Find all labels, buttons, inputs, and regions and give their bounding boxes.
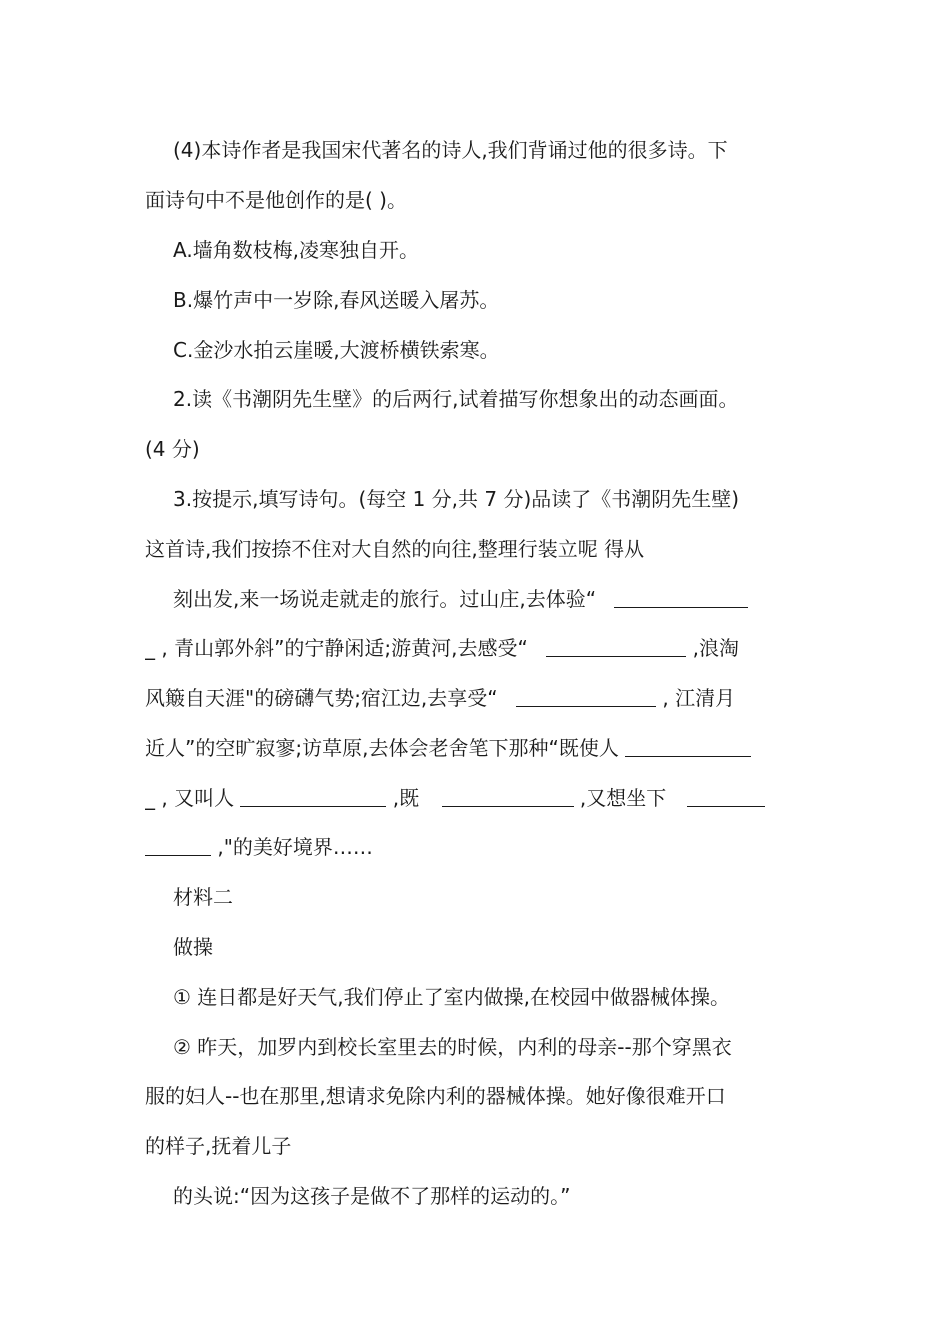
paragraph-2-line-1: ② 昨天，加罗内到校长室里去的时候，内利的母亲--那个穿黑衣	[173, 1035, 732, 1059]
question-3-line-4	[145, 633, 810, 663]
question-3-line-7	[145, 783, 810, 813]
fill-blank-3[interactable]	[516, 684, 656, 707]
q3-line7-c: ,又想坐下	[579, 786, 667, 810]
q3-line3-text: 刻出发,来一场说走就走的旅行。过山庄,去体验“	[173, 587, 597, 611]
q3-line6-a: 近人”的空旷寂寥;访草原,去体会老舍笔下那种“既使人	[145, 736, 619, 760]
fill-blank-5[interactable]	[240, 784, 386, 807]
material-heading: 材料二	[173, 885, 233, 909]
q3-line8-b: ,"的美好境界……	[217, 835, 373, 859]
paragraph-2-line-3: 的样子,抚着儿子	[145, 1134, 292, 1158]
question-3-line-2: 这首诗,我们按捺不住对大自然的向往,整理行装立呢 得从	[145, 537, 645, 561]
q3-line5-b: , 江清月	[662, 686, 736, 710]
question-4-line-1: (4)本诗作者是我国宋代著名的诗人,我们背诵过他的很多诗。下	[173, 138, 728, 162]
fill-blank-1[interactable]	[614, 585, 748, 608]
question-3-line-1: 3.按提示,填写诗句。(每空 1 分,共 7 分)品读了《书潮阴先生壁)	[173, 487, 740, 511]
paragraph-1: ① 连日都是好天气,我们停止了室内做操,在校园中做器械体操。	[173, 985, 731, 1009]
option-a: A.墙角数枝梅,凌寒独自开。	[173, 238, 420, 262]
q3-line7-b: ,既	[392, 786, 420, 810]
fill-blank-7[interactable]	[687, 784, 765, 807]
q3-line4-b: ,浪淘	[692, 636, 739, 660]
q3-line7-a: _ , 又叫人	[145, 786, 235, 810]
question-2-line-2: (4 分)	[145, 437, 200, 461]
fill-blank-2[interactable]	[546, 634, 686, 657]
question-4-line-2: 面诗句中不是他创作的是( )。	[145, 188, 407, 212]
fill-blank-4[interactable]	[625, 734, 751, 757]
question-3-line-8	[145, 832, 810, 862]
question-3-line-3	[173, 584, 810, 614]
paragraph-2-line-4: 的头说:“因为这孩子是做不了那样的运动的。”	[173, 1184, 571, 1208]
question-3-line-5	[145, 683, 810, 713]
question-2-line-1: 2.读《书潮阴先生壁》的后两行,试着描写你想象出的动态画面。	[173, 387, 739, 411]
option-b: B.爆竹声中一岁除,春风送暖入屠苏。	[173, 288, 500, 312]
q3-line4-a: _ , 青山郭外斜”的宁静闲适;游黄河,去感受“	[145, 636, 528, 660]
question-3-line-6	[145, 733, 810, 763]
fill-blank-7-continued[interactable]	[145, 833, 211, 856]
material-title: 做操	[173, 935, 213, 959]
option-c: C.金沙水拍云崖暖,大渡桥横铁索寒。	[173, 338, 500, 362]
fill-blank-6[interactable]	[442, 784, 574, 807]
paragraph-2-line-2: 服的妇人--也在那里,想请求免除内利的器械体操。她好像很难开口	[145, 1084, 726, 1108]
q3-line5-a: 风簸自天涯"的磅礴气势;宿江边,去享受“	[145, 686, 498, 710]
